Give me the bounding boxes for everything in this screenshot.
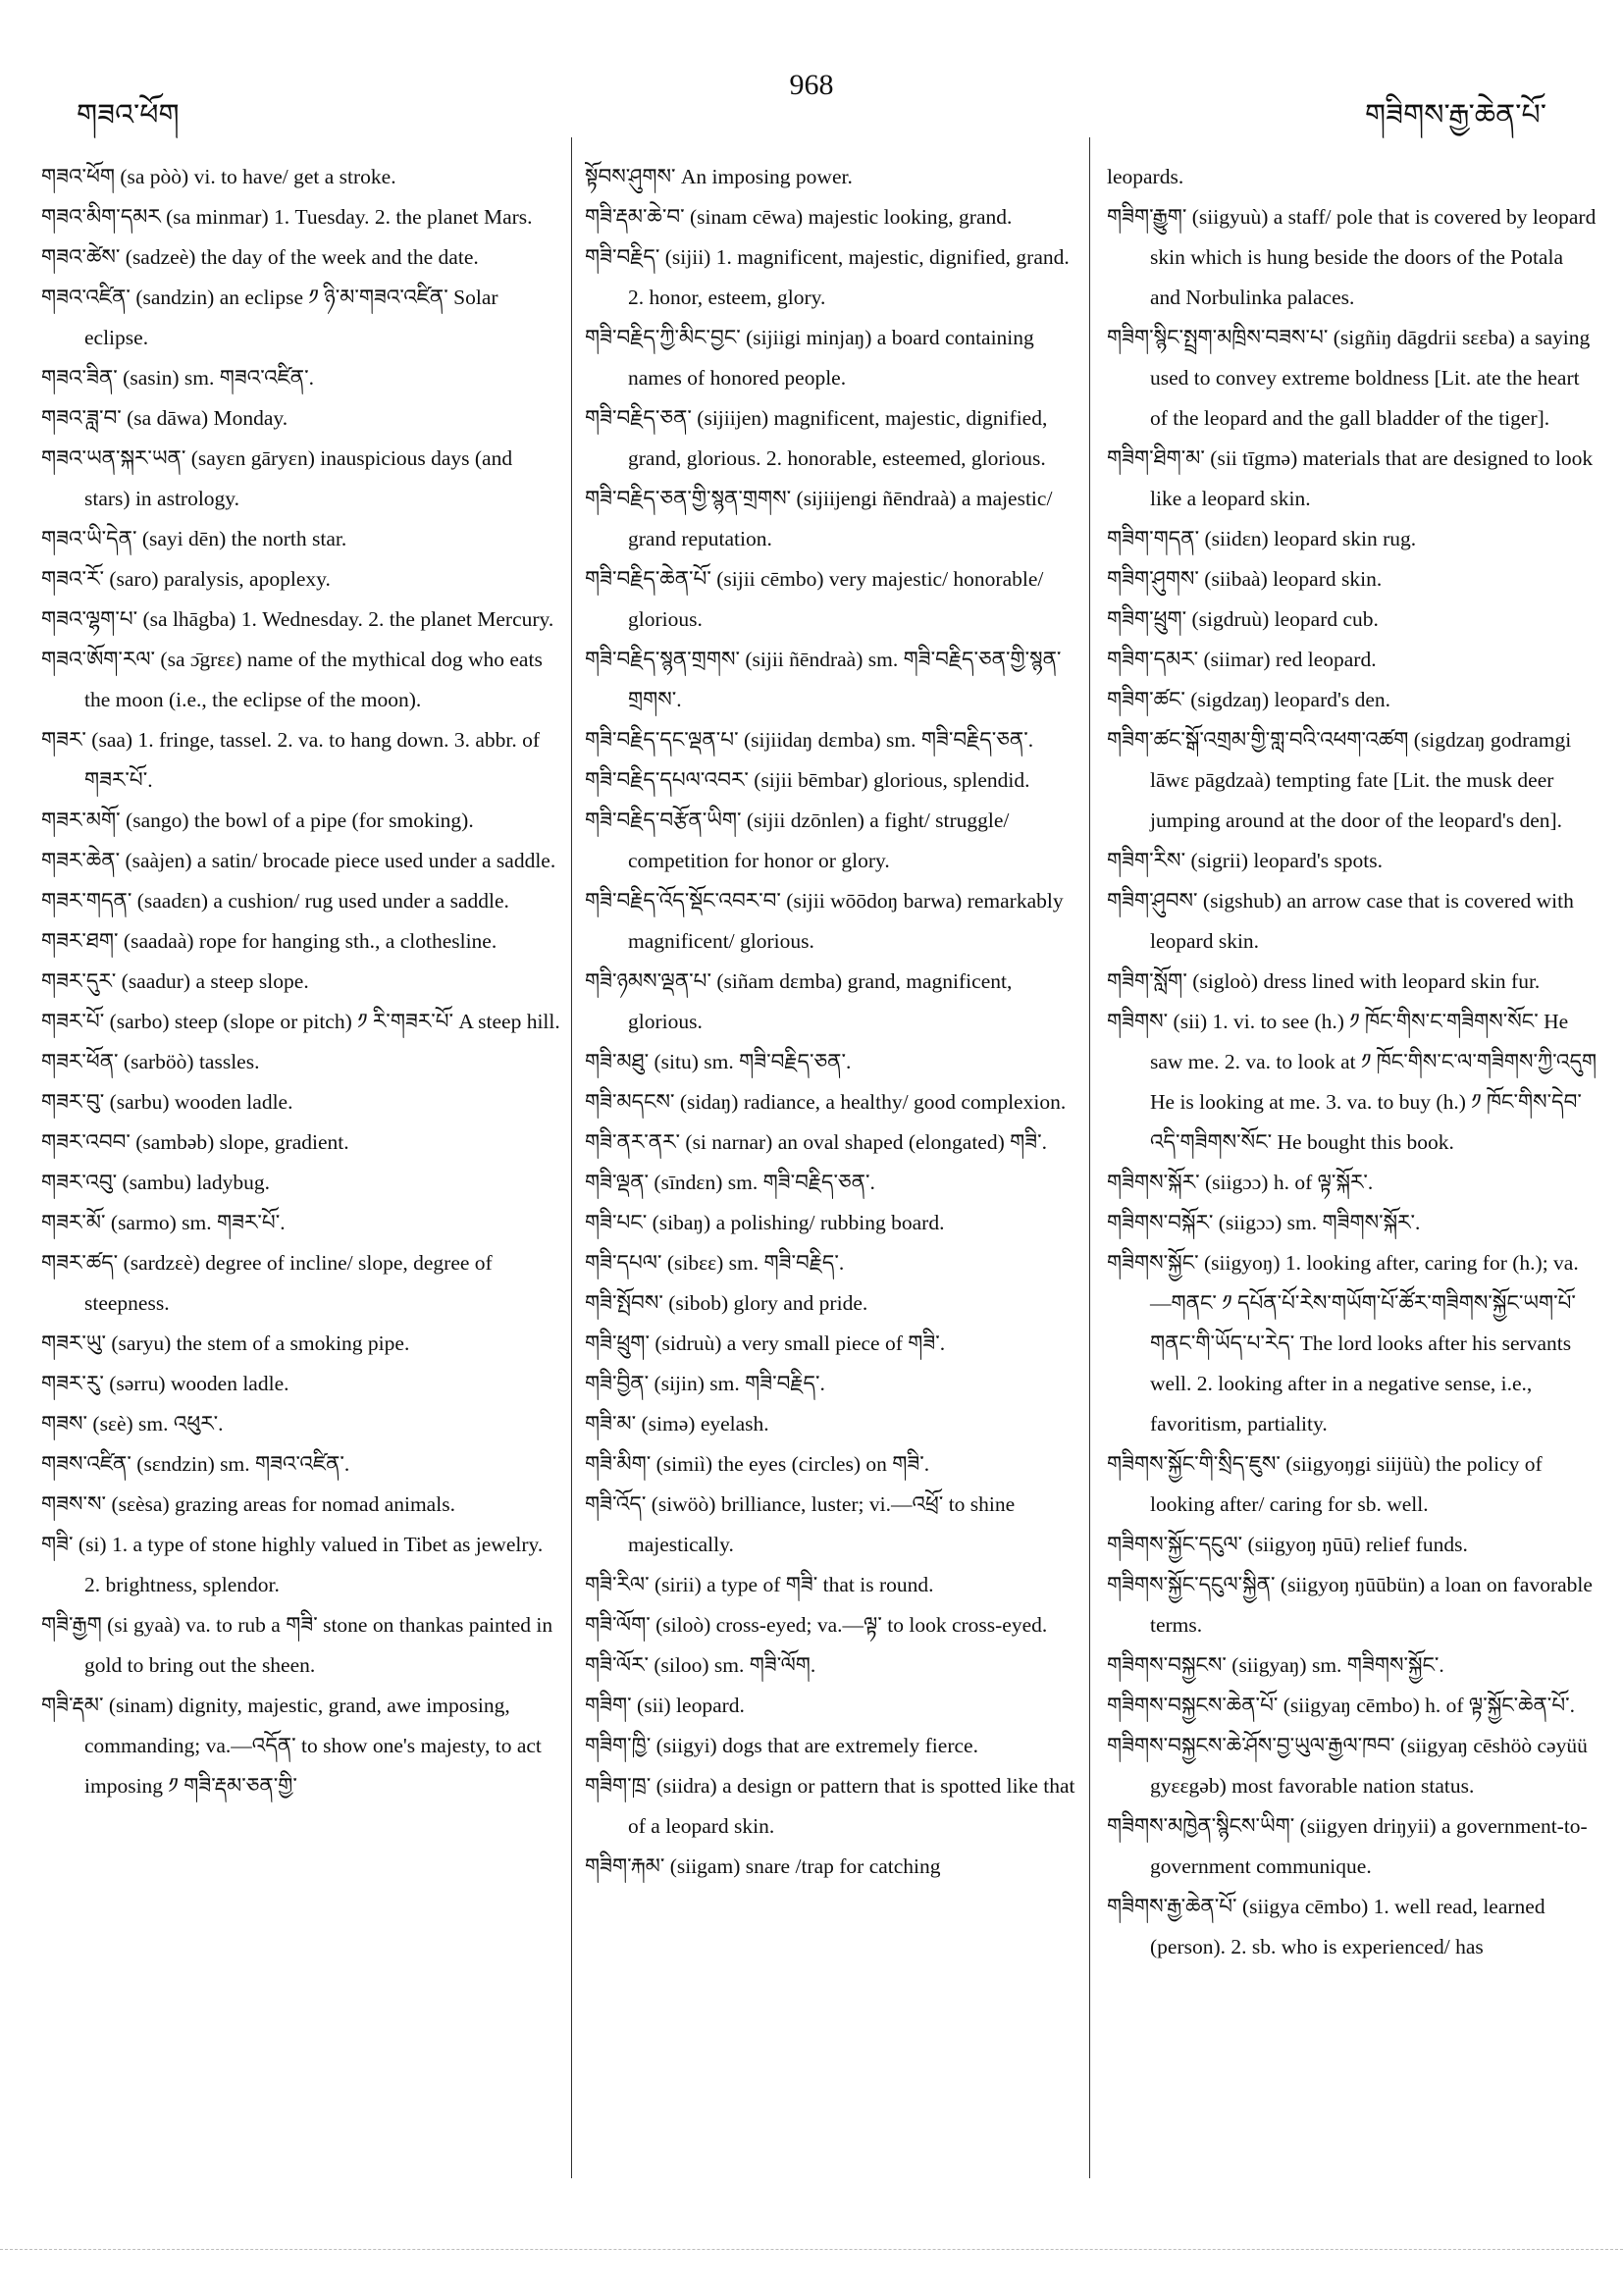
dictionary-entry: གཟའ་རོ་ (saro) paralysis, apoplexy. [41, 567, 331, 591]
dictionary-entry: གཟར་ཡུ་ (saryu) the stem of a smoking pipe. [41, 1331, 410, 1355]
right-guide-word: གཟིགས་རྒྱ་ཆེན་པོ་ [1365, 98, 1546, 132]
column-3 [1107, 157, 1597, 2178]
dictionary-entry: གཟིགས་བསྐྱངས་ཆེན་པོ་ (siigyaŋ cēmbo) h. of ལྟ་སྐྱོང་ཆེན་པོ་. [1107, 1694, 1575, 1717]
dictionary-entry: གཟར་རུ་ (sərru) wooden ladle. [41, 1372, 289, 1395]
dictionary-entry: གཟིགས་སྐོར་ (siigɔɔ) h. of ལྟ་སྐོར་. [1107, 1171, 1374, 1194]
dictionary-entry: གཟར་གདན་ (saadɛn) a cushion/ rug used under a saddle. [41, 889, 509, 913]
dictionary-entry: གཟར་བུ་ (sarbu) wooden ladle. [41, 1090, 293, 1114]
dictionary-entry: གཟར་འབབ་ (sambəb) slope, gradient. [41, 1130, 349, 1154]
dictionary-entry: གཟའ་ཡི་དེན་ (sayi dēn) the north star. [41, 527, 347, 550]
dictionary-entry: གཟར་མགོ་ (sango) the bowl of a pipe (for smoking). [41, 809, 474, 832]
dictionary-entry: གཟར་ཕོན་ (sarböò) tassles. [41, 1050, 260, 1073]
dictionary-entry: གཟིག་ཕྲུག་ (sigdruù) leopard cub. [1107, 607, 1379, 631]
dictionary-entry: གཟིགས་སྐྱོང་ (siigyoŋ) 1. looking after, caring for (h.); va.—གནང་ ༡ དཔོན་པོ་རེས་གཡོག་པོ་ཚོར་གཟིགས་སྐྱོང་ཡག་པོ་གནང་གི་ཡོད་པ་རེད་ The lord looks after his servants well. 2. looking after in a negative sense, i.e., favoritism, partiality. [1107, 1251, 1579, 1435]
dictionary-entry: གཟི་བྱིན་ (sijin) sm. གཟི་བརྗིད་. [585, 1372, 825, 1395]
dictionary-entry: གཟི་པང་ (sibaŋ) a polishing/ rubbing board. [585, 1211, 945, 1234]
dictionary-entry: གཟའ་མིག་དམར (sa minmar) 1. Tuesday. 2. the planet Mars. [41, 205, 533, 229]
dictionary-entry: གཟི་བརྗིད་ཅན་གྱི་སྙན་གྲགས་ (sijiijengi ñēndraà) a majestic/ grand reputation. [585, 487, 1053, 550]
dictionary-entry: གཟིགས་མཁྱེན་སྙིངས་ཡིག་ (siigyen driŋyii) a government-to-government communique. [1107, 1814, 1588, 1878]
dictionary-entry: གཟའ་ཕོག (sa pòò) vi. to have/ get a stroke. [41, 165, 396, 188]
dictionary-entry: གཟི་བརྗིད་དང་ལྡན་པ་ (sijiidaŋ dɛmba) sm. གཟི་བརྗིད་ཅན་. [585, 728, 1034, 752]
dictionary-entry: leopards. [1107, 165, 1184, 188]
dictionary-entry: གཟར་འབུ་ (sambu) ladybug. [41, 1171, 270, 1194]
dictionary-entry: གཟིགས་སྐྱོང་དངུལ་ (siigyoŋ ŋūū) relief funds. [1107, 1533, 1468, 1556]
column-2 [585, 157, 1075, 2178]
dictionary-entry: གཟའ་ཟིན་ (sasin) sm. གཟའ་འཛིན་. [41, 366, 315, 390]
dictionary-entry: གཟིགས་བསྐྱངས་ཆེ་ཤོས་བྱ་ཡུལ་རྒྱལ་ཁབ་ (siigyaŋ cēshöò cəyüü gyɛɛgəb) most favorable nation status. [1107, 1734, 1588, 1798]
dictionary-entry: གཟི་བརྗིད་ཆེན་པོ་ (sijii cēmbo) very majestic/ honorable/ glorious. [585, 567, 1044, 631]
dictionary-entry: གཟིག་ (sii) leopard. [585, 1694, 745, 1717]
dictionary-entry: གཟིགས་སྐྱོང་དངུལ་སྐྱིན་ (siigyoŋ ŋūūbün) a loan on favorable terms. [1107, 1573, 1593, 1637]
dictionary-entry: གཟིག་ཁྱི་ (siigyi) dogs that are extremely fierce. [585, 1734, 978, 1757]
dictionary-entry: གཟར་ཚད་ (sardzɛè) degree of incline/ slope, degree of steepness. [41, 1251, 493, 1315]
dictionary-entry: གཟི་རྒྱག (si gyaà) va. to rub a གཟི་ stone on thankas painted in gold to bring out the sheen. [41, 1613, 553, 1677]
dictionary-entry: གཟི་འོད་ (siwöò) brilliance, luster; vi.—འཕྲོ་ to shine majestically. [585, 1492, 1016, 1556]
dictionary-entry: སྟོབས་ཤུགས་ An imposing power. [585, 165, 853, 188]
dictionary-entry: གཟའ་ལྷག་པ་ (sa lhāgba) 1. Wednesday. 2. the planet Mercury. [41, 607, 554, 631]
dictionary-entry: གཟི་ཕྲུག་ (sidruù) a very small piece of གཟི་. [585, 1331, 946, 1355]
dictionary-entry: གཟི་སྤོབས་ (sibob) glory and pride. [585, 1291, 868, 1315]
dictionary-entry: གཟར་དུར་ (saadur) a steep slope. [41, 969, 309, 993]
dictionary-entry: གཟིག་རིས་ (sigrii) leopard's spots. [1107, 849, 1384, 872]
page-header [0, 69, 1623, 137]
dictionary-entry: གཟར་ (saa) 1. fringe, tassel. 2. va. to hang down. 3. abbr. of གཟར་པོ་. [41, 728, 541, 792]
dictionary-entry: གཟི་རྡམ་ (sinam) dignity, majestic, grand, awe imposing, commanding; va.—འདོན་ to show one's majesty, to act imposing ༡ གཟི་རྡམ་ཅན་གྱི་ [41, 1694, 542, 1798]
dictionary-entry: གཟིགས་བསྐོར་ (siigɔɔ) sm. གཟིགས་སྐོར་. [1107, 1211, 1421, 1234]
dictionary-entry: གཟི་བརྗིད་ཅན་ (sijiijen) magnificent, majestic, dignified, grand, glorious. 2. honorable, esteemed, glorious. [585, 406, 1048, 470]
dictionary-entry: གཟི་ཉམས་ལྡན་པ་ (siñam dɛmba) grand, magnificent, glorious. [585, 969, 1013, 1033]
dictionary-entry: གཟིག་རྐམ་ (siigam) snare /trap for catching [585, 1854, 941, 1878]
dictionary-entry: གཟར་མོ་ (sarmo) sm. གཟར་པོ་. [41, 1211, 286, 1234]
dictionary-entry: གཟི་བརྗིད་ (sijii) 1. magnificent, majestic, dignified, grand. 2. honor, esteem, glory. [585, 245, 1070, 309]
dictionary-entry: གཟིགས་སྐྱོང་གི་སྲིད་ཇུས་ (siigyoŋgi siijüù) the policy of looking after/ caring for sb. well. [1107, 1452, 1543, 1516]
dictionary-entry: གཟིག་ཤུགས་ (siibaà) leopard skin. [1107, 567, 1383, 591]
left-guide-word: གཟའ་ཕོག [77, 98, 180, 132]
dictionary-entry: གཟིག་རྒྱུག་ (siigyuù) a staff/ pole that is covered by leopard skin which is hung beside the doors of the Potala and Norbulinka palaces. [1107, 205, 1597, 309]
page-bottom-edge [0, 2249, 1623, 2251]
dictionary-entry: གཟར་པོ་ (sarbo) steep (slope or pitch) ༡ རི་གཟར་པོ་ A steep hill. [41, 1010, 560, 1033]
dictionary-entry: གཟའ་ཨོག་རལ་ (sa ɔ̄grɛɛ) name of the mythical dog who eats the moon (i.e., the eclipse of the moon). [41, 648, 543, 711]
dictionary-entry: གཟིག་ཚང་སྒོ་འགྲམ་གྱི་གླ་བའི་འཕག་འཚག (sigdzaŋ godramgi lāwɛ pāgdzaà) tempting fate [Lit. the musk deer jumping around at the door of the leopard's den]. [1107, 728, 1572, 832]
dictionary-entry: གཟིགས་བསྐྱངས་ (siigyaŋ) sm. གཟིགས་སྐྱོང་. [1107, 1653, 1444, 1677]
dictionary-entry: གཟའ་ཟླ་བ་ (sa dāwa) Monday. [41, 406, 288, 430]
dictionary-entry: གཟི་ནར་ནར་ (si narnar) an oval shaped (elongated) གཟི་. [585, 1130, 1048, 1154]
dictionary-entry: གཟི་བརྗིད་སྙན་གྲགས་ (sijii ñēndraà) sm. གཟི་བརྗིད་ཅན་གྱི་སྙན་གྲགས་. [585, 648, 1062, 711]
dictionary-entry: གཟིག་སྙིང་སྤྲག་མཁྲིས་བཟས་པ་ (sigñiŋ dāgdrii sɛɛba) a saying used to convey extreme boldness [Lit. ate the heart of the leopard and the gall bladder of the tiger]. [1107, 326, 1591, 430]
dictionary-entry: གཟི་རིལ་ (sirii) a type of གཟི་ that is round. [585, 1573, 934, 1596]
dictionary-entry: གཟི་ལོར་ (siloo) sm. གཟི་ལོག. [585, 1653, 816, 1677]
dictionary-entry: གཟི་མིག་ (simiì) the eyes (circles) on གཟི་. [585, 1452, 930, 1476]
dictionary-entry: གཟས་ (sɛè) sm. འཕུར་. [41, 1412, 224, 1435]
dictionary-entry: གཟི་མ་ (simə) eyelash. [585, 1412, 769, 1435]
dictionary-entry: གཟིག་ཚང་ (sigdzaŋ) leopard's den. [1107, 688, 1391, 711]
dictionary-entry: གཟི་བརྗིད་འོད་སྡོང་འབར་བ་ (sijii wōōdoŋ barwa) remarkably magnificent/ glorious. [585, 889, 1064, 953]
dictionary-entry: གཟིག་གདན་ (siidɛn) leopard skin rug. [1107, 527, 1417, 550]
dictionary-entry: གཟའ་ཡན་སྐར་ཡན་ (sayɛn gāryɛn) inauspicious days (and stars) in astrology. [41, 446, 513, 510]
dictionary-entry: གཟིག་དམར་ (siimar) red leopard. [1107, 648, 1377, 671]
dictionary-entry: གཟི་མཐུ་ (situ) sm. གཟི་བརྗིད་ཅན་. [585, 1050, 852, 1073]
dictionary-entry: གཟིག་ཁྲ་ (siidra) a design or pattern that is spotted like that of a leopard skin. [585, 1774, 1075, 1838]
dictionary-entry: གཟི་བརྗིད་ཀྱི་མིང་བྱང་ (sijiigi minjaŋ) a board containing names of honored people. [585, 326, 1034, 390]
dictionary-entry: གཟས་འཛིན་ (sɛndzin) sm. གཟའ་འཛིན་. [41, 1452, 350, 1476]
column-divider [1089, 137, 1090, 2178]
dictionary-entry: གཟི་མདངས་ (sidaŋ) radiance, a healthy/ good complexion. [585, 1090, 1067, 1114]
dictionary-entry: གཟི་ལྡན་ (sīndɛn) sm. གཟི་བརྗིད་ཅན་. [585, 1171, 875, 1194]
dictionary-entry: གཟའ་འཛིན་ (sandzin) an eclipse ༡ ཉི་མ་གཟའ་འཛིན་ Solar eclipse. [41, 286, 498, 349]
page-number: 968 [789, 69, 834, 101]
dictionary-entry: གཟི་རྡམ་ཆེ་བ་ (sinam cēwa) majestic looking, grand. [585, 205, 1013, 229]
dictionary-entry: གཟིགས་ (sii) 1. vi. to see (h.) ༡ ཁོང་གིས་ང་གཟིགས་སོང་ He saw me. 2. va. to look at ༡ ཁོང་གིས་ང་ལ་གཟིགས་ཀྱི་འདུག He is looking at me. 3. va. to buy (h.) ༡ ཁོང་གིས་དེབ་འདི་གཟིགས་སོང་ He bought this book. [1107, 1010, 1597, 1154]
dictionary-entry: གཟས་ས་ (sɛèsa) grazing areas for nomad animals. [41, 1492, 455, 1516]
dictionary-entry: གཟར་ཐག་ (saadaà) rope for hanging sth., a clothesline. [41, 929, 497, 953]
dictionary-entry: གཟི་བརྗིད་བརྩོན་ཡིག་ (sijii dzōnlen) a fight/ struggle/ competition for honor or glory. [585, 809, 1010, 872]
dictionary-entry: གཟིགས་རྒྱ་ཆེན་པོ་ (siigya cēmbo) 1. well read, learned (person). 2. sb. who is experienced/ has [1107, 1895, 1545, 1958]
column-1 [41, 157, 561, 2178]
column-divider [571, 137, 572, 2178]
dictionary-entry: གཟི་བརྗིད་དཔལ་འབར་ (sijii bēmbar) glorious, splendid. [585, 768, 1030, 792]
dictionary-entry: གཟའ་ཚེས་ (sadzeè) the day of the week and the date. [41, 245, 479, 269]
dictionary-entry: གཟི་དཔལ་ (sibɛɛ) sm. གཟི་བརྗིད་. [585, 1251, 845, 1275]
dictionary-entry: གཟིག་ཤུབས་ (sigshub) an arrow case that is covered with leopard skin. [1107, 889, 1574, 953]
dictionary-entry: གཟི་ལོག་ (siloò) cross-eyed; va.—ལྟ་ to look cross-eyed. [585, 1613, 1048, 1637]
dictionary-entry: གཟི་ (si) 1. a type of stone highly valued in Tibet as jewelry. 2. brightness, splendor. [41, 1533, 544, 1596]
dictionary-entry: གཟིག་ཐིག་མ་ (sii tīgmə) materials that are designed to look like a leopard skin. [1107, 446, 1594, 510]
dictionary-entry: གཟར་ཆེན་ (saàjen) a satin/ brocade piece used under a saddle. [41, 849, 556, 872]
dictionary-entry: གཟིག་སློག་ (sigloò) dress lined with leopard skin fur. [1107, 969, 1541, 993]
